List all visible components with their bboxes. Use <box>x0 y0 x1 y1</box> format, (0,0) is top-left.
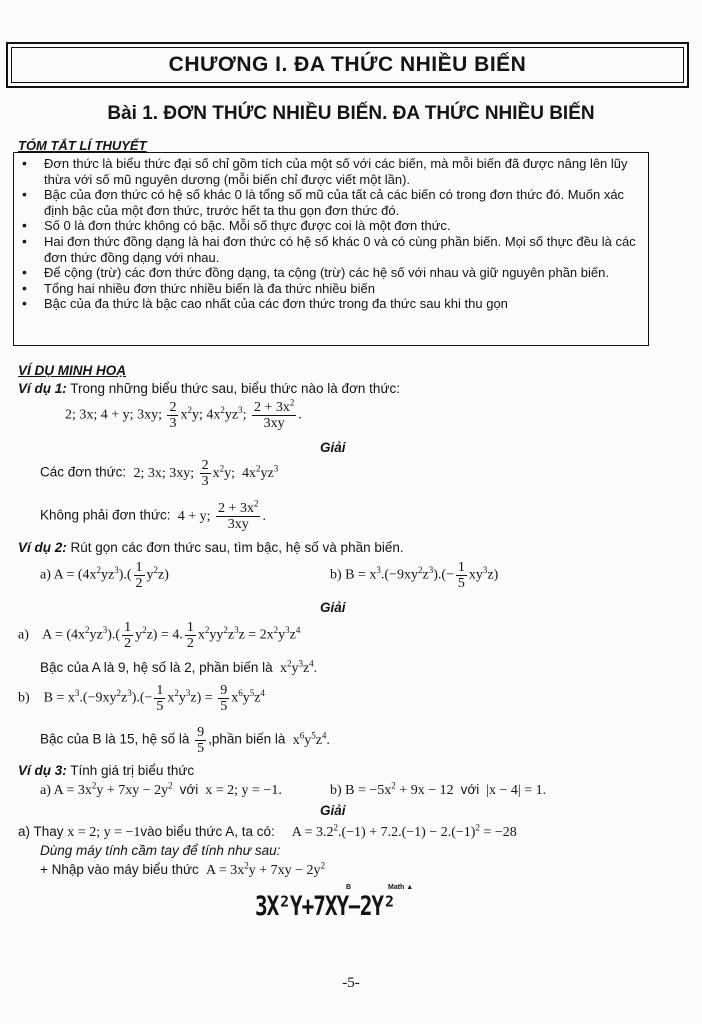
ex3-question: Tính giá trị biểu thức <box>70 763 195 778</box>
ex3-enter-text: + Nhập vào máy biểu thức <box>40 862 199 877</box>
ex2-a-solution: a) $A = (4x^2yz^3)$.( $\frac{1}{2}$ $y^2z) = 4$. $\frac{1}{2}$ $x^2yy^2z^3z = 2x^2y^3z^4$ <box>18 620 301 651</box>
summary-list <box>20 156 644 312</box>
ex1-label: Ví dụ 1: <box>18 381 67 396</box>
ex2-b-result: Bậc của B là 15, hệ số là $\frac{9}{5}$ ,phần biến là $x^6y^5z^4$. <box>40 725 330 756</box>
summary-item: • Số 0 là đơn thức không có bậc. Mỗi số thực được coi là một đơn thức. <box>20 218 644 234</box>
ex2-giai: Giải <box>320 600 346 615</box>
ex1-not-label: Không phải đơn thức: <box>40 507 171 523</box>
ex2-b-problem: b) $B = x^3.(-9xy^2z^3).(-$ $\frac{1}{5}$ $xy^3z$) <box>330 560 499 591</box>
ex3-enter-line: + Nhập vào máy biểu thức $A = 3x^2y + 7xy - 2y^2$ <box>40 860 326 878</box>
ex2-a-problem: a) $A = (4x^2yz^3)$.( $\frac{1}{2}$ $y^2z$) <box>40 560 169 591</box>
ex3-with: với <box>179 782 199 797</box>
ex2-a-result-text: Bậc của A là 9, hệ số là 2, phần biến là <box>40 660 273 675</box>
chapter-header <box>6 42 689 88</box>
ex2-question-line <box>18 540 404 555</box>
calculator-display: 3X²Y+7XY−2Y² <box>255 891 395 921</box>
ex3-a-problem: a) $A = 3x^2y + 7xy - 2y^2$ với x = 2; y = −1. <box>40 780 282 798</box>
summary-item: • Hai đơn thức đồng dạng là hai đơn thức có hệ số khác 0 và có cùng phần biến. Mọi số thực đều là các đơn thức đồng dạng với nhau. <box>20 234 644 265</box>
calc-indicator-math: Math ▲ <box>388 884 414 891</box>
ex3-a-text: a) Thay <box>18 824 64 839</box>
ex2-b-solution: b) $B = x^3.(-9xy^2z^3).(-$ $\frac{1}{5}$ $x^2y^3z$) = $\frac{9}{5}$ $x^6y^5z^4$ <box>18 683 265 714</box>
ex3-calc-note: Dùng máy tính cầm tay để tính như sau: <box>40 843 281 858</box>
ex1-question-line <box>18 381 400 396</box>
ex1-monomials-line: Các đơn thức: 2; 3x; 3xy; $\frac{2}{3}$ $x^2y$; $4x^2yz^3$ <box>40 458 279 489</box>
ex3-a-into: vào biểu thức A, ta có: <box>140 824 275 839</box>
ex2-b-result-text2: ,phần biến là <box>208 731 286 747</box>
ex3-b-problem: b) $B = -5x^2 + 9x - 12$ với |x − 4| = 1. <box>330 780 547 798</box>
lesson-title: Bài 1. ĐƠN THỨC NHIỀU BIẾN. ĐA THỨC NHIỀU BIẾN <box>107 103 595 124</box>
ex3-giai: Giải <box>320 803 346 818</box>
ex1-giai: Giải <box>320 440 346 455</box>
examples-heading: VÍ DỤ MINH HOẠ <box>18 363 126 378</box>
chapter-title: CHƯƠNG I. ĐA THỨC NHIỀU BIẾN <box>11 47 684 83</box>
ex2-label: Ví dụ 2: <box>18 540 67 555</box>
summary-item: • Bậc của đa thức là bậc cao nhất của các đơn thức trong đa thức sau khi thu gọn <box>20 296 644 312</box>
ex3-a-subst: x = 2; y = −1 <box>67 825 141 840</box>
summary-item: • Tổng hai nhiều đơn thức nhiều biến là đa thức nhiều biến <box>20 281 644 297</box>
ex2-a-label: a) <box>18 627 29 643</box>
ex1-expression-list: 2; 3x; 4 + y; 3xy; $\frac{2}{3}$ $x^2y$; $4x^2yz^3$; $\frac{2 + 3x^2}{3xy}$ . <box>65 397 302 431</box>
summary-heading: TÓM TẮT LÍ THUYẾT <box>18 138 147 153</box>
ex2-b-label: b) <box>18 690 30 706</box>
ex3-with-b: với <box>460 782 480 797</box>
ex2-a-result: Bậc của A là 9, hệ số là 2, phần biến là $x^2y^3z^4$. <box>40 658 318 676</box>
ex1-nonmonomial-line: Không phải đơn thức: 4 + y; $\frac{2 + 3x^2}{3xy}$ . <box>40 498 266 532</box>
ex3-question-line <box>18 763 194 778</box>
ex3-label: Ví dụ 3: <box>18 763 67 778</box>
ex1-mono-label: Các đơn thức: <box>40 464 127 480</box>
page-number: -5- <box>342 975 360 991</box>
ex1-question: Trong những biểu thức sau, biểu thức nào là đơn thức: <box>70 381 400 396</box>
ex2-b-result-text1: Bậc của B là 15, hệ số là <box>40 731 190 747</box>
summary-item: • Để cộng (trừ) các đơn thức đồng dạng, ta cộng (trừ) các hệ số với nhau và giữ nguyên phần biến. <box>20 265 644 281</box>
ex3-a-solution: a) Thay x = 2; y = −1vào biểu thức A, ta có: $A = 3.2^2.(-1) + 7.2.(-1) - 2.(-1)^2 = -28$ <box>18 822 517 840</box>
summary-box <box>13 152 649 346</box>
summary-item: • Bậc của đơn thức có hệ số khác 0 là tổng số mũ của tất cả các biến có trong đơn thức đó. Muốn xác định bậc của một đơn thức, trước hết ta thu gọn đơn thức đó. <box>20 187 644 218</box>
summary-item: • Đơn thức là biểu thức đại số chỉ gồm tích của một số với các biến, mà mỗi biến đã được nâng lên lũy thừa với số mũ nguyên dương (mỗi biến chỉ được viết một lần). <box>20 156 644 187</box>
ex2-question: Rút gọn các đơn thức sau, tìm bậc, hệ số và phần biến. <box>70 540 404 555</box>
calc-indicator-b: B <box>346 884 352 891</box>
